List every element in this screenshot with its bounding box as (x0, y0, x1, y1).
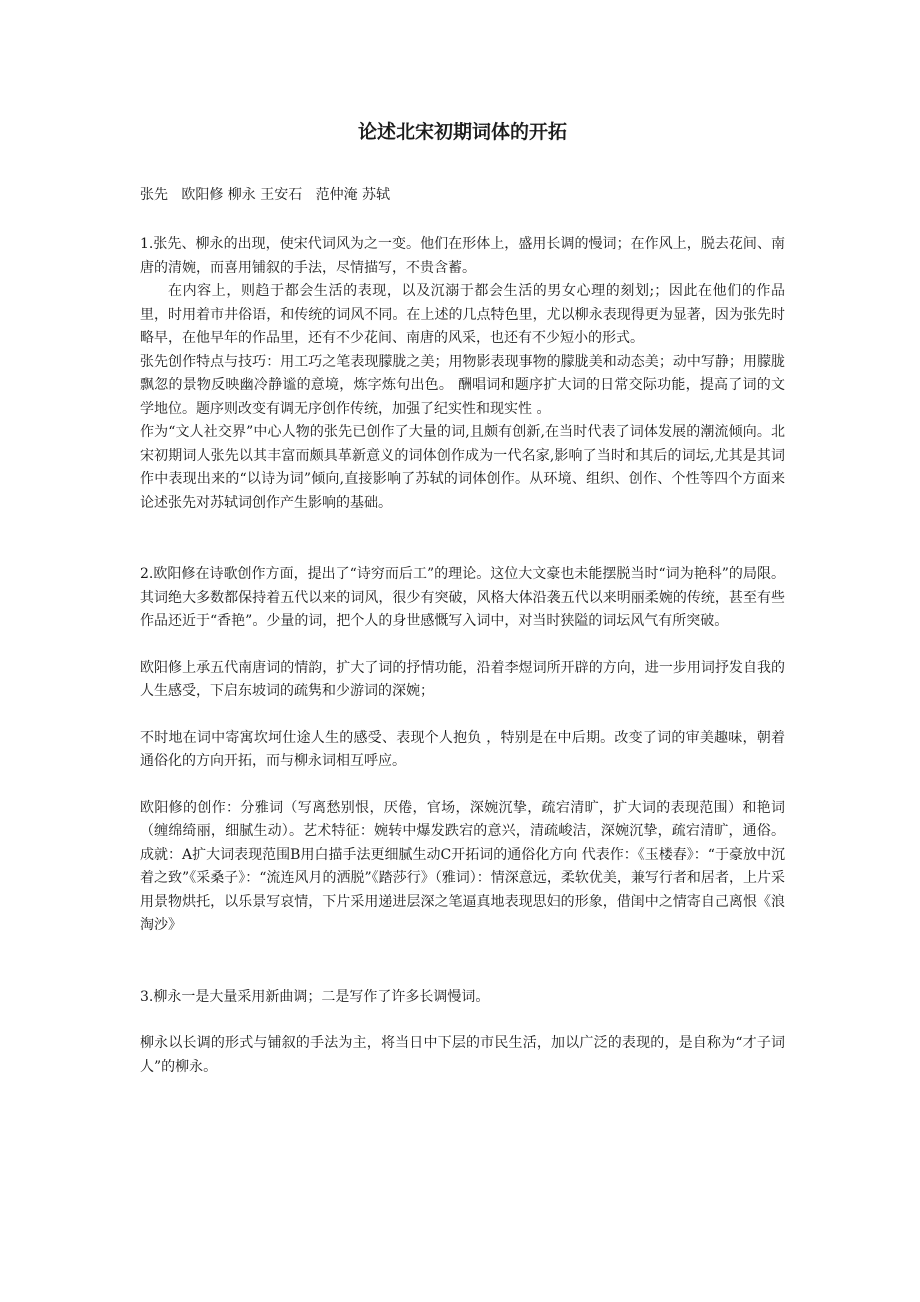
spacer (140, 938, 785, 986)
spacer (140, 774, 785, 797)
paragraph-9: 3.柳永一是大量采用新曲调；二是写作了许多长调慢词。 (140, 988, 490, 1005)
spacer (140, 704, 785, 727)
paragraph-10: 柳永以长调的形式与铺叙的手法为主，将当日中下层的市民生活，加以广泛的表现的，是自称为“才子词人”的柳永。 (140, 1035, 785, 1075)
paragraph-6: 欧阳修上承五代南唐词的情韵，扩大了词的抒情功能，沿着李煜词所开辟的方向，进一步用词抒发自我的人生感受，下启东坡词的疏隽和少游词的深婉； (140, 659, 785, 699)
paragraph-2: 在内容上，则趋于都会生活的表现，以及沉溺于都会生活的男女心理的刻划;；因此在他们的作品里，时用着市井俗语，和传统的词风不同。在上述的几点特色里，尤以柳永表现得更为显著，因为张先时略早，在他早年的作品里，还有不少花间、南唐的风采，也还有不少短小的形式。 (140, 283, 785, 346)
paragraph-4: 作为“文人社交界”中心人物的张先已创作了大量的词,且颇有创新,在当时代表了词体发展的潮流倾向。北宋初期词人张先以其丰富而颇具革新意义的词体创作成为一代名家,影响了当时和其后的词坛,尤其是其词作中表现出来的“以诗为词”倾向,直接影响了苏轼的词体创作。从环境、组织、创作、个性等四个方面来论述张先对苏轼词创作产生影响的基础。 (140, 424, 785, 511)
document-title: 论述北宋初期词体的开拓 (357, 121, 567, 143)
spacer (140, 634, 785, 657)
paragraph-1: 1.张先、柳永的出现，使宋代词风为之一变。他们在形体上，盛用长调的慢词；在作风上，脱去花间、南唐的清婉，而喜用铺叙的手法，尽情描写，不贵含蓄。 (140, 236, 785, 276)
spacer (140, 515, 785, 563)
spacer (140, 1009, 785, 1032)
paragraph-8: 欧阳修的创作：分雅词（写离愁别恨，厌倦，官场，深婉沉挚，疏宕清旷，扩大词的表现范围）和艳词（缠绵绮丽，细腻生动）。艺术特征：婉转中爆发跌宕的意兴，清疏峻洁，深婉沉挚，疏宕清旷，通俗。 成就：A扩大词表现范围B用白描手法更细腻生动C开拓词的通俗化方向 代表作：《玉楼春》：“于豪放中沉着之致”《采桑子》：“流连风月的洒脱”《踏莎行》（雅词）：情深意远，柔软优美，兼写行者和居者，上片采用景物烘托，以乐景写哀情，下片采用递进层深之笔逼真地表现思妇的形象，借闺中之情寄自己离恨《浪淘沙》 (140, 799, 785, 933)
paragraph-7: 不时地在词中寄寓坎坷仕途人生的感受、表现个人抱负 ，特别是在中后期。改变了词的审美趣味，朝着通俗化的方向开拓，而与柳永词相互呼应。 (140, 729, 785, 769)
paragraph-3: 张先创作特点与技巧：用工巧之笔表现朦胧之美；用物影表现事物的朦胧美和动态美；动中写静；用朦胧飘忽的景物反映幽冷静谧的意境，炼字炼句出色。 酬唱词和题序扩大词的日常交际功能，提高了词的文学地位。题序则改变有调无序创作传统，加强了纪实性和现实性 。 (140, 353, 785, 417)
document-body (140, 233, 785, 1079)
keywords-line: 张先 欧阳修 柳永 王安石 范仲淹 苏轼 (140, 187, 391, 203)
paragraph-5: 2.欧阳修在诗歌创作方面，提出了“诗穷而后工”的理论。这位大文豪也未能摆脱当时“词为艳科”的局限。其词绝大多数都保持着五代以来的词风，很少有突破，风格大体沿袭五代以来明丽柔婉的传统，甚至有些作品还近于“香艳”。少量的词，把个人的身世感慨写入词中，对当时狭隘的词坛风气有所突破。 (140, 566, 785, 629)
